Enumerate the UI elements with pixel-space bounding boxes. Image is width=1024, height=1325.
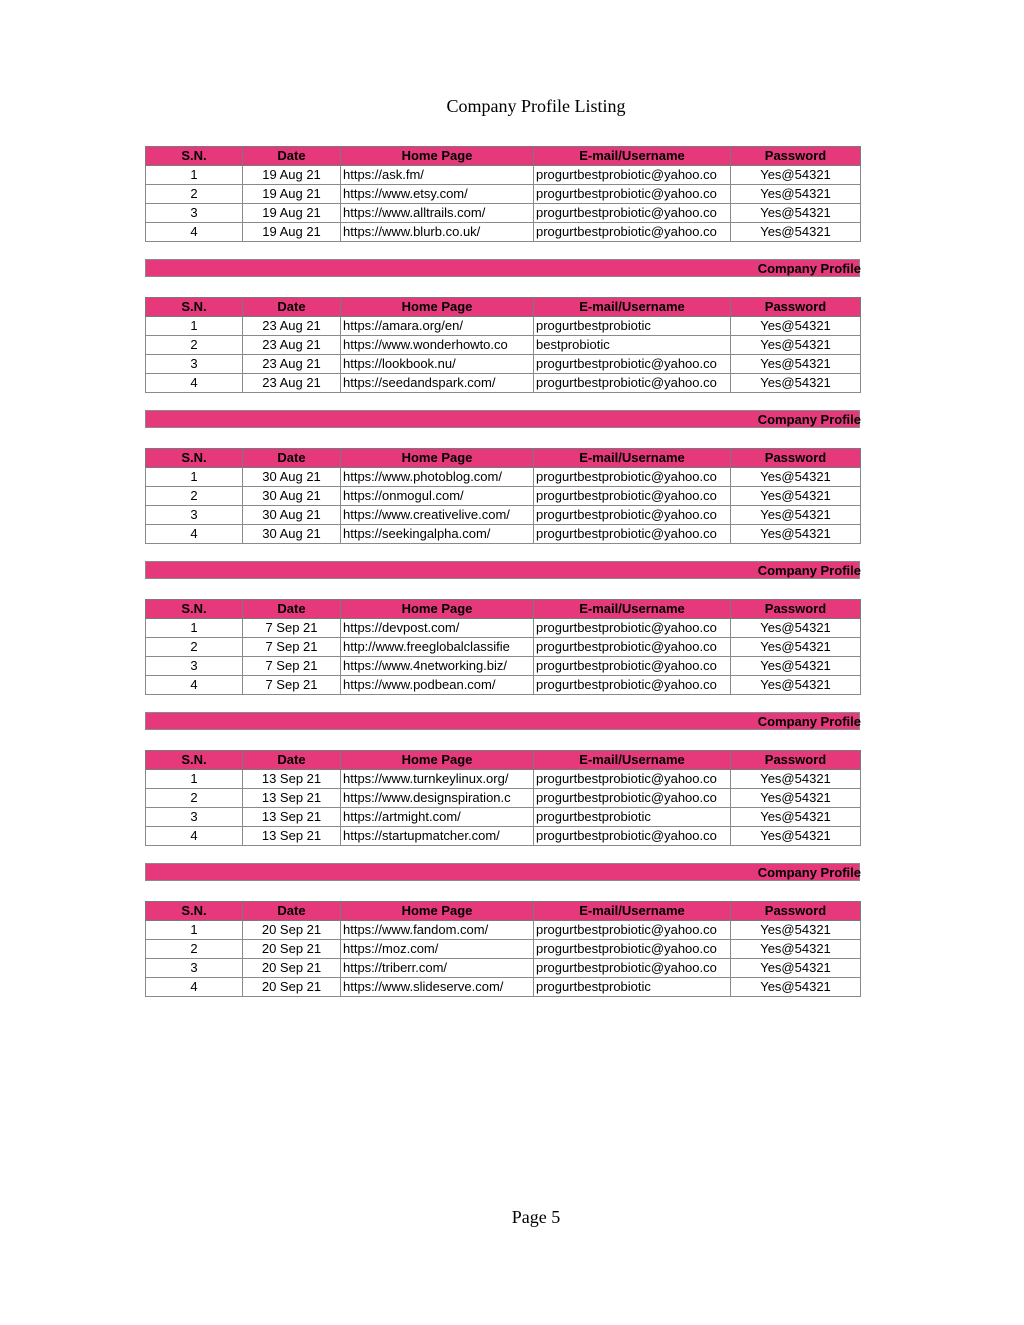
column-header: E-mail/Username (534, 298, 731, 317)
password-cell: Yes@54321 (731, 940, 861, 959)
sn-cell: 2 (146, 185, 243, 204)
email-cell: progurtbestprobiotic@yahoo.co (534, 619, 731, 638)
date-cell: 13 Sep 21 (243, 770, 341, 789)
password-cell: Yes@54321 (731, 978, 861, 997)
column-header: Home Page (341, 147, 534, 166)
sn-cell: 3 (146, 355, 243, 374)
email-cell: progurtbestprobiotic@yahoo.co (534, 487, 731, 506)
column-header: Date (243, 298, 341, 317)
date-cell: 30 Aug 21 (243, 525, 341, 544)
table-header-row (146, 449, 861, 468)
date-cell: 7 Sep 21 (243, 676, 341, 695)
sn-cell: 4 (146, 676, 243, 695)
profile-table-block (145, 448, 860, 544)
email-cell: progurtbestprobiotic@yahoo.co (534, 789, 731, 808)
column-header: S.N. (146, 147, 243, 166)
password-cell: Yes@54321 (731, 638, 861, 657)
password-cell: Yes@54321 (731, 355, 861, 374)
table-header-row (146, 147, 861, 166)
home-page-cell: https://www.4networking.biz/ (341, 657, 534, 676)
sn-cell: 3 (146, 959, 243, 978)
sn-cell: 1 (146, 317, 243, 336)
date-cell: 13 Sep 21 (243, 808, 341, 827)
date-cell: 7 Sep 21 (243, 619, 341, 638)
date-cell: 13 Sep 21 (243, 789, 341, 808)
banner-label: Company Profile (757, 412, 861, 427)
home-page-cell: https://www.blurb.co.uk/ (341, 223, 534, 242)
table-row (146, 374, 861, 393)
company-profile-banner (145, 863, 860, 881)
password-cell: Yes@54321 (731, 487, 861, 506)
password-cell: Yes@54321 (731, 374, 861, 393)
email-cell: progurtbestprobiotic@yahoo.co (534, 676, 731, 695)
sn-cell: 2 (146, 336, 243, 355)
profile-table (145, 297, 861, 393)
home-page-cell: https://startupmatcher.com/ (341, 827, 534, 846)
profile-table (145, 901, 861, 997)
password-cell: Yes@54321 (731, 789, 861, 808)
profile-table (145, 448, 861, 544)
sn-cell: 1 (146, 468, 243, 487)
company-profile-banner (145, 259, 860, 277)
column-header: Home Page (341, 902, 534, 921)
column-header: Home Page (341, 751, 534, 770)
password-cell: Yes@54321 (731, 525, 861, 544)
sn-cell: 1 (146, 770, 243, 789)
email-cell: progurtbestprobiotic@yahoo.co (534, 468, 731, 487)
table-row (146, 336, 861, 355)
date-cell: 19 Aug 21 (243, 204, 341, 223)
column-header: Password (731, 298, 861, 317)
table-row (146, 317, 861, 336)
date-cell: 23 Aug 21 (243, 317, 341, 336)
email-cell: progurtbestprobiotic@yahoo.co (534, 770, 731, 789)
home-page-cell: https://seedandspark.com/ (341, 374, 534, 393)
home-page-cell: https://www.wonderhowto.co (341, 336, 534, 355)
table-row (146, 940, 861, 959)
password-cell: Yes@54321 (731, 468, 861, 487)
table-header-row (146, 298, 861, 317)
sn-cell: 2 (146, 789, 243, 808)
email-cell: progurtbestprobiotic@yahoo.co (534, 827, 731, 846)
company-profile-banner (145, 410, 860, 428)
table-row (146, 468, 861, 487)
home-page-cell: https://www.turnkeylinux.org/ (341, 770, 534, 789)
home-page-cell: https://onmogul.com/ (341, 487, 534, 506)
profile-table (145, 146, 861, 242)
table-row (146, 204, 861, 223)
column-header: S.N. (146, 902, 243, 921)
column-header: S.N. (146, 449, 243, 468)
home-page-cell: https://www.creativelive.com/ (341, 506, 534, 525)
password-cell: Yes@54321 (731, 619, 861, 638)
home-page-cell: https://moz.com/ (341, 940, 534, 959)
home-page-cell: https://seekingalpha.com/ (341, 525, 534, 544)
password-cell: Yes@54321 (731, 204, 861, 223)
banner-label: Company Profile (757, 714, 861, 729)
email-cell: progurtbestprobiotic (534, 978, 731, 997)
column-header: Password (731, 147, 861, 166)
sn-cell: 4 (146, 374, 243, 393)
password-cell: Yes@54321 (731, 317, 861, 336)
password-cell: Yes@54321 (731, 921, 861, 940)
home-page-cell: https://www.slideserve.com/ (341, 978, 534, 997)
profile-table-block (145, 750, 860, 846)
table-row (146, 789, 861, 808)
email-cell: progurtbestprobiotic@yahoo.co (534, 638, 731, 657)
sn-cell: 3 (146, 657, 243, 676)
password-cell: Yes@54321 (731, 808, 861, 827)
column-header: Date (243, 751, 341, 770)
column-header: E-mail/Username (534, 449, 731, 468)
column-header: Password (731, 902, 861, 921)
email-cell: progurtbestprobiotic@yahoo.co (534, 355, 731, 374)
date-cell: 30 Aug 21 (243, 487, 341, 506)
table-header-row (146, 751, 861, 770)
table-row (146, 959, 861, 978)
sn-cell: 3 (146, 204, 243, 223)
table-header-row (146, 600, 861, 619)
home-page-cell: https://www.photoblog.com/ (341, 468, 534, 487)
table-row (146, 223, 861, 242)
date-cell: 19 Aug 21 (243, 185, 341, 204)
profile-table (145, 599, 861, 695)
email-cell: progurtbestprobiotic@yahoo.co (534, 506, 731, 525)
date-cell: 20 Sep 21 (243, 940, 341, 959)
password-cell: Yes@54321 (731, 223, 861, 242)
home-page-cell: https://devpost.com/ (341, 619, 534, 638)
profile-table (145, 750, 861, 846)
password-cell: Yes@54321 (731, 657, 861, 676)
table-row (146, 525, 861, 544)
email-cell: progurtbestprobiotic@yahoo.co (534, 185, 731, 204)
home-page-cell: https://triberr.com/ (341, 959, 534, 978)
sn-cell: 4 (146, 525, 243, 544)
banner-label: Company Profile (757, 865, 861, 880)
email-cell: bestprobiotic (534, 336, 731, 355)
password-cell: Yes@54321 (731, 770, 861, 789)
column-header: Home Page (341, 298, 534, 317)
email-cell: progurtbestprobiotic@yahoo.co (534, 657, 731, 676)
sn-cell: 4 (146, 827, 243, 846)
date-cell: 23 Aug 21 (243, 374, 341, 393)
password-cell: Yes@54321 (731, 827, 861, 846)
password-cell: Yes@54321 (731, 506, 861, 525)
email-cell: progurtbestprobiotic@yahoo.co (534, 374, 731, 393)
home-page-cell: https://artmight.com/ (341, 808, 534, 827)
sn-cell: 1 (146, 921, 243, 940)
date-cell: 20 Sep 21 (243, 921, 341, 940)
table-row (146, 770, 861, 789)
date-cell: 30 Aug 21 (243, 506, 341, 525)
home-page-cell: https://www.designspiration.c (341, 789, 534, 808)
page-title: Company Profile Listing (446, 96, 626, 116)
email-cell: progurtbestprobiotic@yahoo.co (534, 959, 731, 978)
table-row (146, 185, 861, 204)
profile-table-block (145, 297, 860, 393)
home-page-cell: https://www.etsy.com/ (341, 185, 534, 204)
column-header: S.N. (146, 298, 243, 317)
table-row (146, 355, 861, 374)
column-header: Date (243, 902, 341, 921)
column-header: Date (243, 449, 341, 468)
column-header: Password (731, 600, 861, 619)
sn-cell: 3 (146, 506, 243, 525)
sn-cell: 1 (146, 619, 243, 638)
sn-cell: 4 (146, 223, 243, 242)
password-cell: Yes@54321 (731, 336, 861, 355)
profile-table-block (145, 901, 860, 997)
home-page-cell: https://amara.org/en/ (341, 317, 534, 336)
home-page-cell: https://www.alltrails.com/ (341, 204, 534, 223)
date-cell: 23 Aug 21 (243, 336, 341, 355)
column-header: Home Page (341, 449, 534, 468)
page-number: Page 5 (511, 1207, 561, 1227)
column-header: Date (243, 600, 341, 619)
table-row (146, 657, 861, 676)
email-cell: progurtbestprobiotic (534, 317, 731, 336)
table-row (146, 978, 861, 997)
date-cell: 20 Sep 21 (243, 978, 341, 997)
table-row (146, 827, 861, 846)
date-cell: 7 Sep 21 (243, 657, 341, 676)
table-header-row (146, 902, 861, 921)
home-page-cell: https://www.podbean.com/ (341, 676, 534, 695)
column-header: Home Page (341, 600, 534, 619)
column-header: Date (243, 147, 341, 166)
home-page-cell: https://www.fandom.com/ (341, 921, 534, 940)
sn-cell: 2 (146, 638, 243, 657)
sn-cell: 3 (146, 808, 243, 827)
email-cell: progurtbestprobiotic (534, 808, 731, 827)
date-cell: 20 Sep 21 (243, 959, 341, 978)
sn-cell: 1 (146, 166, 243, 185)
banner-label: Company Profile (757, 563, 861, 578)
password-cell: Yes@54321 (731, 959, 861, 978)
column-header: E-mail/Username (534, 751, 731, 770)
date-cell: 23 Aug 21 (243, 355, 341, 374)
table-row (146, 506, 861, 525)
column-header: S.N. (146, 751, 243, 770)
password-cell: Yes@54321 (731, 185, 861, 204)
sn-cell: 4 (146, 978, 243, 997)
table-row (146, 676, 861, 695)
date-cell: 30 Aug 21 (243, 468, 341, 487)
date-cell: 7 Sep 21 (243, 638, 341, 657)
date-cell: 19 Aug 21 (243, 223, 341, 242)
date-cell: 19 Aug 21 (243, 166, 341, 185)
profile-table-block (145, 599, 860, 695)
home-page-cell: https://lookbook.nu/ (341, 355, 534, 374)
table-row (146, 619, 861, 638)
table-row (146, 166, 861, 185)
date-cell: 13 Sep 21 (243, 827, 341, 846)
company-profile-banner (145, 712, 860, 730)
banner-label: Company Profile (757, 261, 861, 276)
table-row (146, 921, 861, 940)
email-cell: progurtbestprobiotic@yahoo.co (534, 223, 731, 242)
sn-cell: 2 (146, 487, 243, 506)
email-cell: progurtbestprobiotic@yahoo.co (534, 940, 731, 959)
sn-cell: 2 (146, 940, 243, 959)
password-cell: Yes@54321 (731, 166, 861, 185)
column-header: E-mail/Username (534, 902, 731, 921)
company-profile-banner (145, 561, 860, 579)
table-row (146, 487, 861, 506)
column-header: Password (731, 751, 861, 770)
profile-table-block (145, 146, 860, 242)
email-cell: progurtbestprobiotic@yahoo.co (534, 921, 731, 940)
email-cell: progurtbestprobiotic@yahoo.co (534, 525, 731, 544)
home-page-cell: https://ask.fm/ (341, 166, 534, 185)
column-header: S.N. (146, 600, 243, 619)
column-header: Password (731, 449, 861, 468)
home-page-cell: http://www.freeglobalclassifie (341, 638, 534, 657)
table-row (146, 808, 861, 827)
table-row (146, 638, 861, 657)
column-header: E-mail/Username (534, 147, 731, 166)
email-cell: progurtbestprobiotic@yahoo.co (534, 166, 731, 185)
email-cell: progurtbestprobiotic@yahoo.co (534, 204, 731, 223)
column-header: E-mail/Username (534, 600, 731, 619)
password-cell: Yes@54321 (731, 676, 861, 695)
